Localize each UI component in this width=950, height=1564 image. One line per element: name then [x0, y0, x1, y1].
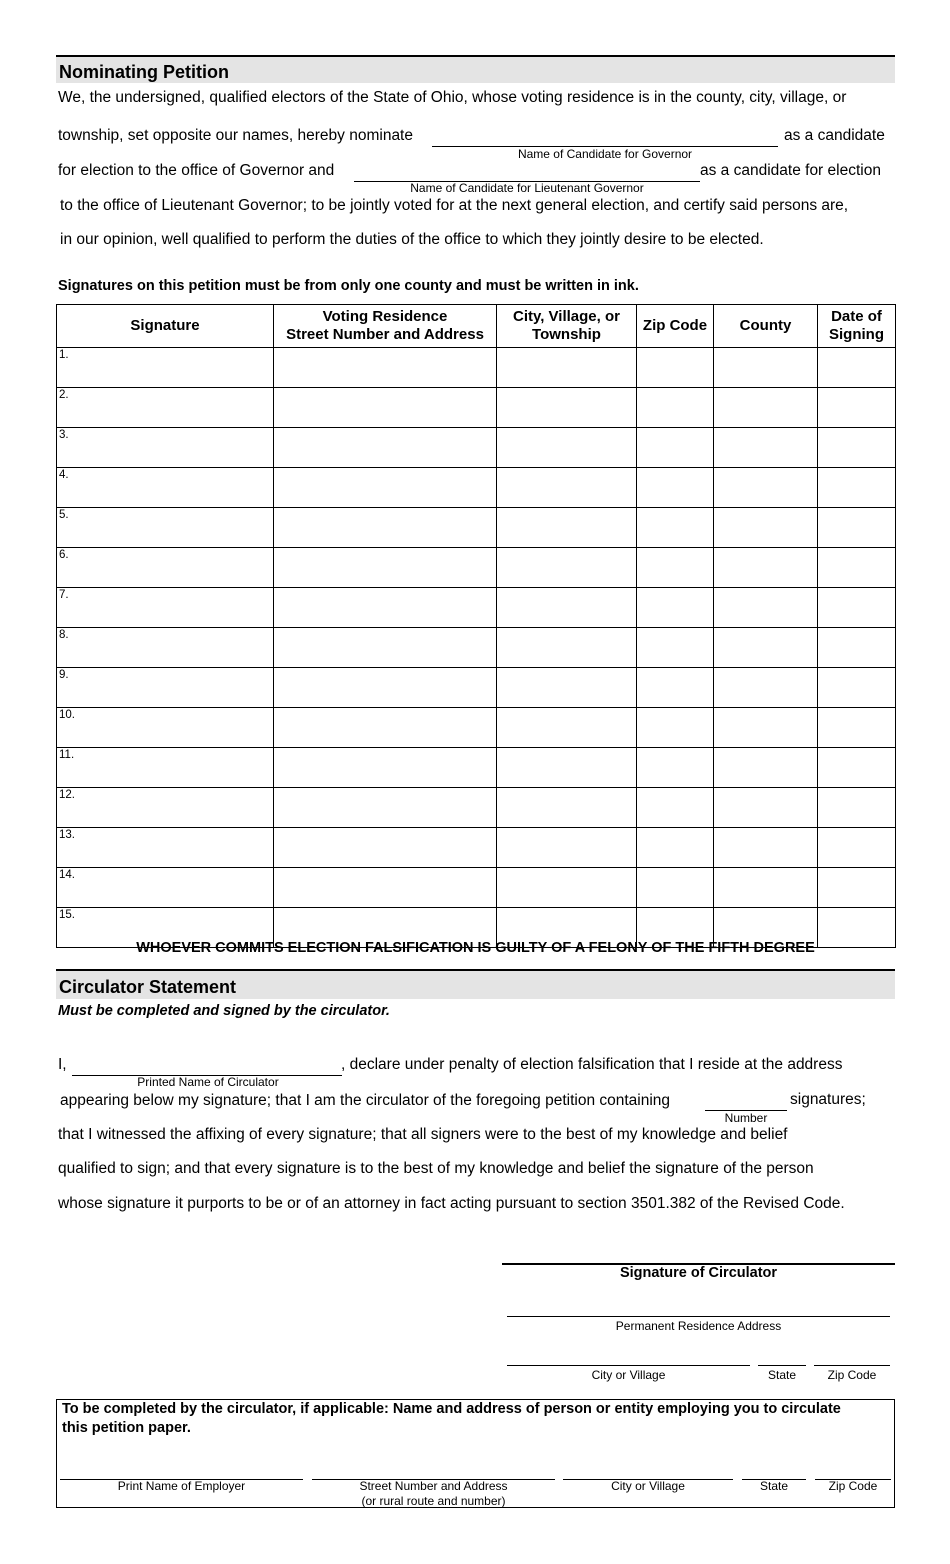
zip-code-cell[interactable] [637, 828, 714, 868]
date-of-signing-cell[interactable] [818, 828, 896, 868]
circulator-text-line-2a: appearing below my signature; that I am the circulator of the foregoing petition containing [60, 1092, 671, 1109]
city-cell[interactable] [497, 588, 637, 628]
row-number: 9. [59, 669, 69, 681]
petition-text-line-4: to the office of Lieutenant Governor; to be jointly voted for at the next general election, and certify said persons are, [60, 197, 849, 214]
employer-state-caption: State [759, 1479, 789, 1493]
county-cell[interactable] [714, 668, 818, 708]
row-number: 13. [59, 829, 75, 841]
signature-cell[interactable] [57, 628, 274, 668]
circulator-instruction: Must be completed and signed by the circulator. [58, 1003, 390, 1019]
employer-name-caption: Print Name of Employer [117, 1479, 246, 1493]
circulator-state-caption: State [767, 1368, 797, 1382]
city-cell[interactable] [497, 828, 637, 868]
petition-text-line-1: We, the undersigned, qualified electors of the State of Ohio, whose voting residence is in the county, city, village, or [58, 89, 847, 106]
date-of-signing-cell[interactable] [818, 668, 896, 708]
voting-residence-cell[interactable] [274, 828, 497, 868]
circulator-i-label: I, [58, 1056, 67, 1073]
voting-residence-cell[interactable] [274, 748, 497, 788]
circulator-city-field[interactable] [507, 1365, 750, 1366]
county-cell[interactable] [714, 748, 818, 788]
date-of-signing-cell[interactable] [818, 748, 896, 788]
table-row [57, 548, 896, 588]
voting-residence-cell[interactable] [274, 508, 497, 548]
zip-code-cell[interactable] [637, 668, 714, 708]
printed-name-caption: Printed Name of Circulator [137, 1075, 279, 1089]
circulator-text-line-5: whose signature it purports to be or of an attorney in fact acting pursuant to section 3501.382 of the Revised Code. [58, 1195, 845, 1212]
row-number: 10. [59, 709, 75, 721]
table-row [57, 828, 896, 868]
table-row [57, 628, 896, 668]
petition-text-line-2b: as a candidate [784, 127, 885, 144]
circulator-zip-field[interactable] [814, 1365, 890, 1366]
date-of-signing-cell[interactable] [818, 548, 896, 588]
employer-street-caption-2: (or rural route and number) [361, 1494, 506, 1508]
zip-code-cell[interactable] [637, 708, 714, 748]
signature-table [56, 304, 896, 948]
zip-code-cell[interactable] [637, 788, 714, 828]
signature-cell[interactable] [57, 668, 274, 708]
table-row [57, 468, 896, 508]
circulator-text-line-2b: signatures; [790, 1091, 866, 1108]
date-of-signing-cell[interactable] [818, 508, 896, 548]
lt-governor-name-caption: Name of Candidate for Lieutenant Governor [410, 181, 644, 195]
table-row [57, 508, 896, 548]
header-date-of-signing: Date of Signing [818, 305, 896, 348]
zip-code-cell[interactable] [637, 348, 714, 388]
table-row [57, 748, 896, 788]
date-of-signing-cell[interactable] [818, 588, 896, 628]
ink-notice: Signatures on this petition must be from only one county and must be written in ink. [58, 278, 639, 294]
table-row [57, 388, 896, 428]
county-cell[interactable] [714, 468, 818, 508]
zip-code-cell[interactable] [637, 748, 714, 788]
city-cell[interactable] [497, 788, 637, 828]
row-number: 14. [59, 869, 75, 881]
circulator-zip-caption: Zip Code [827, 1368, 877, 1382]
petition-text-line-3b: as a candidate for election [700, 162, 881, 179]
county-cell[interactable] [714, 708, 818, 748]
date-of-signing-cell[interactable] [818, 788, 896, 828]
date-of-signing-cell[interactable] [818, 388, 896, 428]
city-cell[interactable] [497, 868, 637, 908]
petition-text-line-3a: for election to the office of Governor and [58, 162, 335, 179]
county-cell[interactable] [714, 428, 818, 468]
date-of-signing-cell[interactable] [818, 348, 896, 388]
signature-cell[interactable] [57, 508, 274, 548]
header-city-village-township: City, Village, or Township [497, 305, 637, 348]
voting-residence-cell[interactable] [274, 628, 497, 668]
employer-city-caption: City or Village [611, 1479, 685, 1493]
county-cell[interactable] [714, 388, 818, 428]
table-row [57, 348, 896, 388]
zip-code-cell[interactable] [637, 468, 714, 508]
date-of-signing-cell[interactable] [818, 868, 896, 908]
signature-cell[interactable] [57, 868, 274, 908]
residence-address-caption: Permanent Residence Address [615, 1319, 782, 1333]
governor-name-caption: Name of Candidate for Governor [517, 147, 693, 161]
city-cell[interactable] [497, 428, 637, 468]
circulator-text-line-4: qualified to sign; and that every signature is to the best of my knowledge and belief the signature of the person [58, 1160, 814, 1177]
header-zip-code: Zip Code [637, 305, 714, 348]
row-number: 15. [59, 909, 75, 921]
county-cell[interactable] [714, 788, 818, 828]
signature-cell[interactable] [57, 708, 274, 748]
city-cell[interactable] [497, 748, 637, 788]
signature-cell[interactable] [57, 548, 274, 588]
petition-text-line-2a: township, set opposite our names, hereby nominate [58, 127, 413, 144]
county-cell[interactable] [714, 628, 818, 668]
residence-address-field[interactable] [507, 1316, 890, 1317]
zip-code-cell[interactable] [637, 388, 714, 428]
date-of-signing-cell[interactable] [818, 708, 896, 748]
city-cell[interactable] [497, 628, 637, 668]
row-number: 5. [59, 509, 69, 521]
voting-residence-cell[interactable] [274, 468, 497, 508]
county-cell[interactable] [714, 588, 818, 628]
employer-zip-caption: Zip Code [828, 1479, 878, 1493]
row-number: 12. [59, 789, 75, 801]
county-cell[interactable] [714, 868, 818, 908]
number-caption: Number [724, 1111, 768, 1125]
voting-residence-cell[interactable] [274, 548, 497, 588]
zip-code-cell[interactable] [637, 548, 714, 588]
zip-code-cell[interactable] [637, 628, 714, 668]
city-cell[interactable] [497, 348, 637, 388]
row-number: 8. [59, 629, 69, 641]
county-cell[interactable] [714, 348, 818, 388]
signature-cell[interactable] [57, 428, 274, 468]
city-cell[interactable] [497, 508, 637, 548]
date-of-signing-cell[interactable] [818, 428, 896, 468]
county-cell[interactable] [714, 828, 818, 868]
signature-cell[interactable] [57, 748, 274, 788]
row-number: 1. [59, 349, 69, 361]
date-of-signing-cell[interactable] [818, 628, 896, 668]
voting-residence-cell[interactable] [274, 788, 497, 828]
signature-of-circulator-label: Signature of Circulator [619, 1265, 778, 1281]
circulator-text-line-3: that I witnessed the affixing of every signature; that all signers were to the best of my knowledge and belief [58, 1126, 788, 1143]
petition-text-line-5: in our opinion, well qualified to perform the duties of the office to which they jointly desire to be elected. [60, 231, 764, 248]
felony-warning: WHOEVER COMMITS ELECTION FALSIFICATION IS GUILTY OF A FELONY OF THE FIFTH DEGREE [136, 940, 815, 956]
row-number: 3. [59, 429, 69, 441]
signature-cell[interactable] [57, 348, 274, 388]
employer-street-caption-1: Street Number and Address [359, 1479, 508, 1493]
signature-cell[interactable] [57, 788, 274, 828]
row-number: 6. [59, 549, 69, 561]
voting-residence-cell[interactable] [274, 588, 497, 628]
city-cell[interactable] [497, 668, 637, 708]
signature-cell[interactable] [57, 588, 274, 628]
voting-residence-cell[interactable] [274, 868, 497, 908]
zip-code-cell[interactable] [637, 428, 714, 468]
voting-residence-cell[interactable] [274, 428, 497, 468]
header-voting-residence: Voting Residence Street Number and Address [274, 305, 497, 348]
county-cell[interactable] [714, 508, 818, 548]
signature-cell[interactable] [57, 388, 274, 428]
header-county: County [714, 305, 818, 348]
county-cell[interactable] [714, 548, 818, 588]
row-number: 11. [59, 749, 75, 761]
voting-residence-cell[interactable] [274, 668, 497, 708]
employer-instruction: To be completed by the circulator, if applicable: Name and address of person or entity employing you to circulate this petition paper. [62, 1401, 841, 1436]
table-row [57, 428, 896, 468]
row-number: 4. [59, 469, 69, 481]
table-row [57, 708, 896, 748]
city-cell[interactable] [497, 708, 637, 748]
circulator-city-caption: City or Village [591, 1368, 666, 1382]
signature-cell[interactable] [57, 828, 274, 868]
city-cell[interactable] [497, 388, 637, 428]
table-header-row [57, 305, 896, 348]
row-number: 2. [59, 389, 69, 401]
table-row [57, 868, 896, 908]
employer-box [56, 1399, 895, 1508]
table-row [57, 788, 896, 828]
date-of-signing-cell[interactable] [818, 468, 896, 508]
circulator-statement-title: Circulator Statement [56, 969, 895, 999]
voting-residence-cell[interactable] [274, 708, 497, 748]
voting-residence-cell[interactable] [274, 388, 497, 428]
zip-code-cell[interactable] [637, 588, 714, 628]
city-cell[interactable] [497, 468, 637, 508]
city-cell[interactable] [497, 548, 637, 588]
table-row [57, 588, 896, 628]
row-number: 7. [59, 589, 69, 601]
nominating-petition-title: Nominating Petition [56, 55, 895, 83]
voting-residence-cell[interactable] [274, 348, 497, 388]
zip-code-cell[interactable] [637, 868, 714, 908]
zip-code-cell[interactable] [637, 508, 714, 548]
signature-cell[interactable] [57, 468, 274, 508]
table-row [57, 668, 896, 708]
circulator-state-field[interactable] [758, 1365, 806, 1366]
header-signature: Signature [57, 305, 274, 348]
circulator-text-line-1: , declare under penalty of election falsification that I reside at the address [341, 1056, 843, 1073]
